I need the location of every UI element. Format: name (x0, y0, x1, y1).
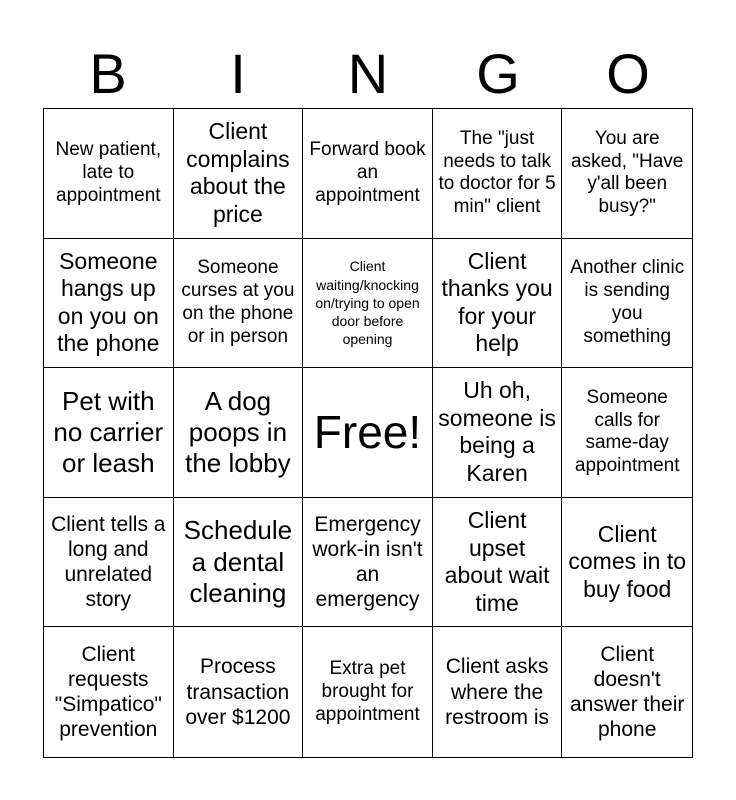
bingo-cell-text: Client comes in to buy food (568, 520, 686, 602)
bingo-cell-text: Client waiting/knocking on/trying to open door before opening (315, 258, 420, 348)
bingo-cell[interactable] (433, 239, 563, 369)
bingo-cell[interactable] (562, 627, 692, 757)
bingo-cell-text: Someone calls for same-day appointment (574, 386, 680, 477)
bingo-cell-text: Emergency work-in isn't an emergency (312, 512, 423, 612)
bingo-cell[interactable] (174, 368, 304, 498)
bingo-cell[interactable] (562, 368, 692, 498)
bingo-cell-text: New patient, late to appointment (55, 139, 162, 206)
bingo-cell[interactable] (44, 368, 174, 498)
bingo-cell[interactable] (433, 627, 563, 757)
bingo-cell[interactable] (174, 239, 304, 369)
bingo-cell[interactable] (44, 627, 174, 757)
bingo-cell-text: Client upset about wait time (444, 506, 550, 616)
bingo-cell[interactable] (44, 239, 174, 369)
bingo-cell-text: Someone curses at you on the phone or in person (181, 257, 295, 347)
bingo-cell-text: Someone hangs up on you on the phone (57, 247, 160, 357)
header-letter-o: O (606, 42, 650, 105)
bingo-board (43, 108, 693, 758)
free-space[interactable] (303, 368, 433, 498)
bingo-cell-text: Client asks where the restroom is (445, 655, 550, 729)
bingo-cell[interactable] (44, 109, 174, 239)
bingo-cell[interactable] (174, 627, 304, 757)
bingo-cell-text: Pet with no carrier or leash (53, 385, 164, 479)
bingo-cell-text: Client doesn't answer their phone (570, 642, 685, 742)
bingo-cell[interactable] (174, 109, 304, 239)
bingo-cell[interactable] (174, 498, 304, 628)
bingo-cell-text: Client thanks you for your help (441, 247, 553, 357)
bingo-cell-text: Extra pet brought for appointment (315, 658, 420, 725)
bingo-cell-text: The "just needs to talk to doctor for 5 min" client (438, 127, 556, 218)
header-letter-i: I (230, 42, 246, 105)
bingo-cell[interactable] (433, 368, 563, 498)
bingo-cell-text: Another clinic is sending you something (570, 257, 685, 347)
header-letter-b: B (89, 42, 127, 105)
bingo-cell-text: Client complains about the price (186, 118, 290, 227)
bingo-cell-text: A dog poops in the lobby (185, 385, 291, 479)
free-space-text: Free! (313, 406, 422, 459)
bingo-cell-text: You are asked, "Have y'all been busy?" (571, 127, 684, 218)
bingo-cell[interactable] (562, 109, 692, 239)
header-letter-n: N (347, 42, 389, 105)
bingo-cell[interactable] (433, 498, 563, 628)
bingo-cell[interactable] (433, 109, 563, 239)
bingo-cell[interactable] (562, 239, 692, 369)
bingo-cell-text: Client tells a long and unrelated story (51, 512, 166, 612)
bingo-cell-text: Process transaction over $1200 (185, 655, 291, 729)
bingo-cell[interactable] (303, 109, 433, 239)
bingo-cell-text: Schedule a dental cleaning (183, 515, 293, 608)
bingo-cell-text: Forward book an appointment (309, 139, 426, 206)
bingo-cell[interactable] (303, 627, 433, 757)
bingo-cell-text: Client requests "Simpatico" prevention (54, 642, 162, 742)
bingo-header (43, 40, 693, 108)
bingo-cell-text: Uh oh, someone is being a Karen (438, 377, 556, 487)
bingo-cell[interactable] (44, 498, 174, 628)
header-letter-g: G (476, 42, 520, 105)
bingo-cell[interactable] (303, 498, 433, 628)
bingo-cell[interactable] (562, 498, 692, 628)
bingo-cell[interactable] (303, 239, 433, 369)
